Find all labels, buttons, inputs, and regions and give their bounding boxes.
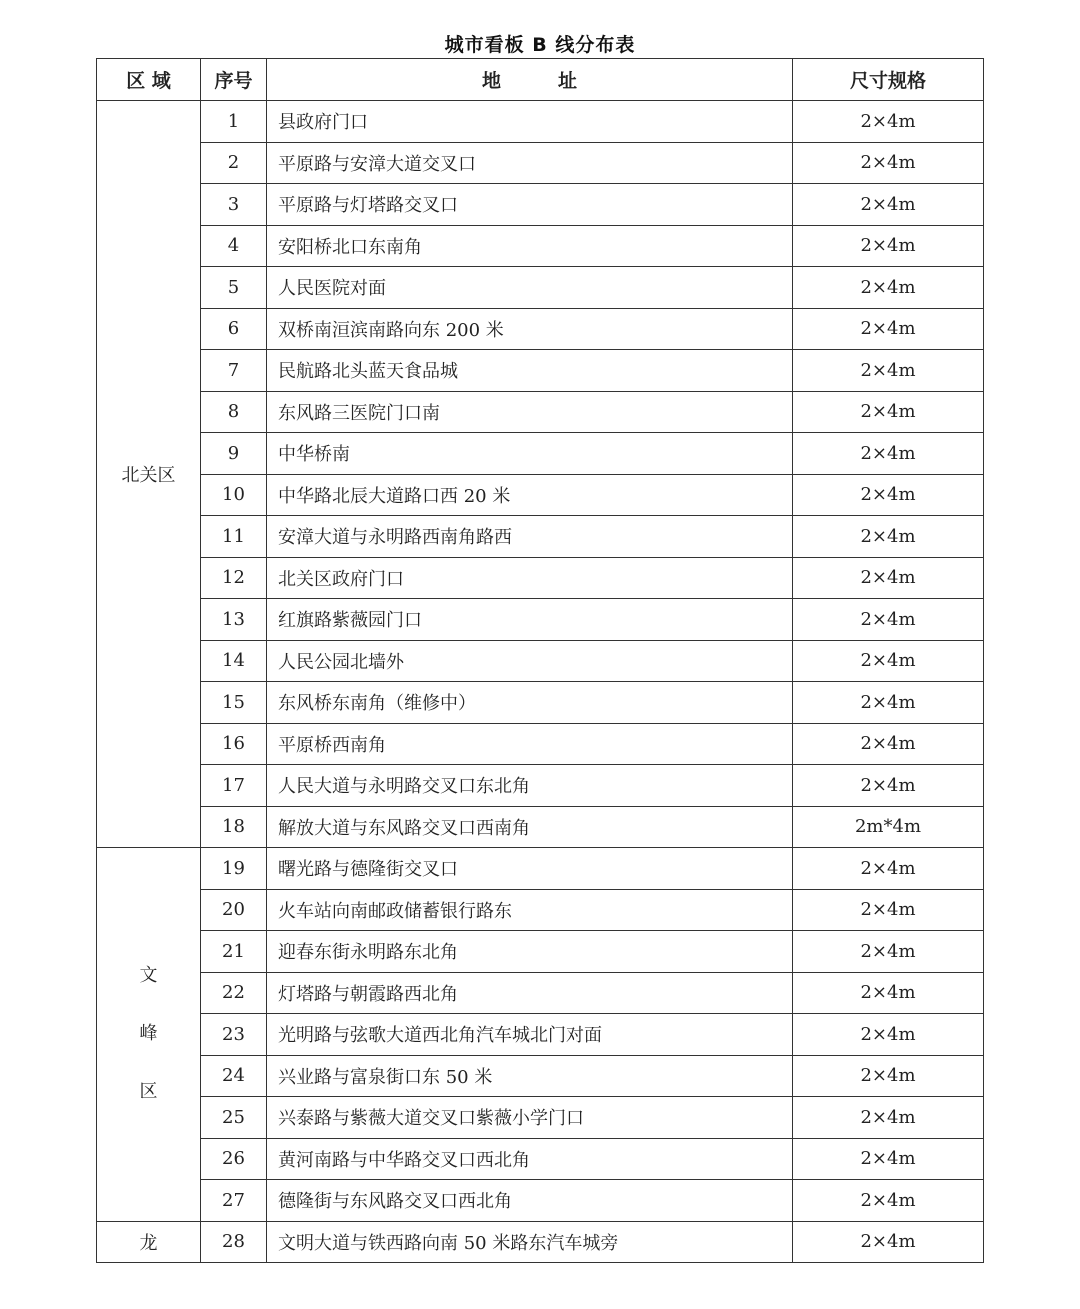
size-cell: 2×4m [793, 350, 984, 392]
seq-cell: 25 [201, 1097, 267, 1139]
table-row [97, 516, 984, 558]
table-row [97, 723, 984, 765]
table-row [97, 972, 984, 1014]
address-cell: 平原路与安漳大道交叉口 [267, 142, 793, 184]
table-row [97, 1014, 984, 1056]
table-row [97, 848, 984, 890]
region-name-char: 文 [139, 965, 158, 987]
region-name: 北关区 [97, 101, 201, 848]
seq-cell: 3 [201, 184, 267, 226]
seq-cell: 28 [201, 1221, 267, 1263]
size-cell: 2×4m [793, 557, 984, 599]
table-body [97, 101, 984, 1263]
address-cell: 红旗路紫薇园门口 [267, 599, 793, 641]
seq-cell: 24 [201, 1055, 267, 1097]
table-row [97, 391, 984, 433]
size-cell: 2×4m [793, 391, 984, 433]
address-cell: 兴业路与富泉街口东 50 米 [267, 1055, 793, 1097]
table-row [97, 931, 984, 973]
size-cell: 2×4m [793, 682, 984, 724]
table-row [97, 1180, 984, 1222]
size-cell: 2×4m [793, 1097, 984, 1139]
region-name-char: 峰 [139, 1023, 158, 1045]
header-seq: 序号 [201, 59, 267, 101]
header-size: 尺寸规格 [793, 59, 984, 101]
seq-cell: 13 [201, 599, 267, 641]
table-row [97, 1097, 984, 1139]
size-cell: 2×4m [793, 433, 984, 475]
address-cell: 人民医院对面 [267, 267, 793, 309]
header-address: 地 址 [267, 59, 793, 101]
seq-cell: 22 [201, 972, 267, 1014]
region-cell [97, 848, 201, 1222]
table-row [97, 1221, 984, 1263]
seq-cell: 6 [201, 308, 267, 350]
table-row [97, 599, 984, 641]
seq-cell: 16 [201, 723, 267, 765]
table-row [97, 889, 984, 931]
table-row [97, 1138, 984, 1180]
address-cell: 德隆街与东风路交叉口西北角 [267, 1180, 793, 1222]
table-row [97, 474, 984, 516]
size-cell: 2×4m [793, 599, 984, 641]
size-cell: 2×4m [793, 1138, 984, 1180]
address-cell: 安漳大道与永明路西南角路西 [267, 516, 793, 558]
address-cell: 平原桥西南角 [267, 723, 793, 765]
size-cell: 2×4m [793, 848, 984, 890]
address-cell: 中华桥南 [267, 433, 793, 475]
size-cell: 2×4m [793, 101, 984, 143]
seq-cell: 27 [201, 1180, 267, 1222]
table-row [97, 308, 984, 350]
size-cell: 2×4m [793, 267, 984, 309]
seq-cell: 2 [201, 142, 267, 184]
table-row [97, 350, 984, 392]
address-cell: 火车站向南邮政储蓄银行路东 [267, 889, 793, 931]
seq-cell: 5 [201, 267, 267, 309]
table-row [97, 267, 984, 309]
size-cell: 2×4m [793, 142, 984, 184]
size-cell: 2×4m [793, 1014, 984, 1056]
seq-cell: 11 [201, 516, 267, 558]
size-cell: 2×4m [793, 931, 984, 973]
address-cell: 安阳桥北口东南角 [267, 225, 793, 267]
address-cell: 民航路北头蓝天食品城 [267, 350, 793, 392]
size-cell: 2×4m [793, 889, 984, 931]
seq-cell: 15 [201, 682, 267, 724]
seq-cell: 4 [201, 225, 267, 267]
address-cell: 双桥南洹滨南路向东 200 米 [267, 308, 793, 350]
address-cell: 东风桥东南角（维修中） [267, 682, 793, 724]
table-row [97, 101, 984, 143]
billboard-table [96, 58, 984, 1263]
seq-cell: 8 [201, 391, 267, 433]
size-cell: 2×4m [793, 225, 984, 267]
size-cell: 2×4m [793, 184, 984, 226]
seq-cell: 18 [201, 806, 267, 848]
size-cell: 2×4m [793, 1180, 984, 1222]
table-row [97, 557, 984, 599]
seq-cell: 21 [201, 931, 267, 973]
size-cell: 2×4m [793, 308, 984, 350]
address-cell: 灯塔路与朝霞路西北角 [267, 972, 793, 1014]
seq-cell: 26 [201, 1138, 267, 1180]
size-cell: 2m*4m [793, 806, 984, 848]
address-cell: 人民大道与永明路交叉口东北角 [267, 765, 793, 807]
table-row [97, 682, 984, 724]
table-row [97, 765, 984, 807]
region-name-char: 区 [139, 1081, 158, 1103]
table-row [97, 184, 984, 226]
address-cell: 中华路北辰大道路口西 20 米 [267, 474, 793, 516]
address-cell: 曙光路与德隆街交叉口 [267, 848, 793, 890]
address-cell: 县政府门口 [267, 101, 793, 143]
size-cell: 2×4m [793, 516, 984, 558]
address-cell: 平原路与灯塔路交叉口 [267, 184, 793, 226]
address-cell: 北关区政府门口 [267, 557, 793, 599]
table-row [97, 640, 984, 682]
table-row [97, 142, 984, 184]
seq-cell: 23 [201, 1014, 267, 1056]
region-name-vertical [140, 947, 158, 1121]
region-name: 龙 [97, 1221, 201, 1263]
seq-cell: 12 [201, 557, 267, 599]
seq-cell: 14 [201, 640, 267, 682]
address-cell: 迎春东街永明路东北角 [267, 931, 793, 973]
header-region: 区 域 [97, 59, 201, 101]
size-cell: 2×4m [793, 640, 984, 682]
address-cell: 人民公园北墙外 [267, 640, 793, 682]
address-cell: 兴泰路与紫薇大道交叉口紫薇小学门口 [267, 1097, 793, 1139]
address-cell: 光明路与弦歌大道西北角汽车城北门对面 [267, 1014, 793, 1056]
seq-cell: 19 [201, 848, 267, 890]
table-row [97, 1055, 984, 1097]
address-cell: 文明大道与铁西路向南 50 米路东汽车城旁 [267, 1221, 793, 1263]
seq-cell: 7 [201, 350, 267, 392]
size-cell: 2×4m [793, 1055, 984, 1097]
seq-cell: 10 [201, 474, 267, 516]
address-cell: 解放大道与东风路交叉口西南角 [267, 806, 793, 848]
header-row [97, 59, 984, 101]
size-cell: 2×4m [793, 972, 984, 1014]
size-cell: 2×4m [793, 723, 984, 765]
size-cell: 2×4m [793, 1221, 984, 1263]
address-cell: 黄河南路与中华路交叉口西北角 [267, 1138, 793, 1180]
table-row [97, 806, 984, 848]
size-cell: 2×4m [793, 765, 984, 807]
size-cell: 2×4m [793, 474, 984, 516]
table-title: 城市看板 B 线分布表 [444, 34, 636, 56]
seq-cell: 9 [201, 433, 267, 475]
seq-cell: 1 [201, 101, 267, 143]
seq-cell: 20 [201, 889, 267, 931]
table-row [97, 433, 984, 475]
table-row [97, 225, 984, 267]
address-cell: 东风路三医院门口南 [267, 391, 793, 433]
seq-cell: 17 [201, 765, 267, 807]
